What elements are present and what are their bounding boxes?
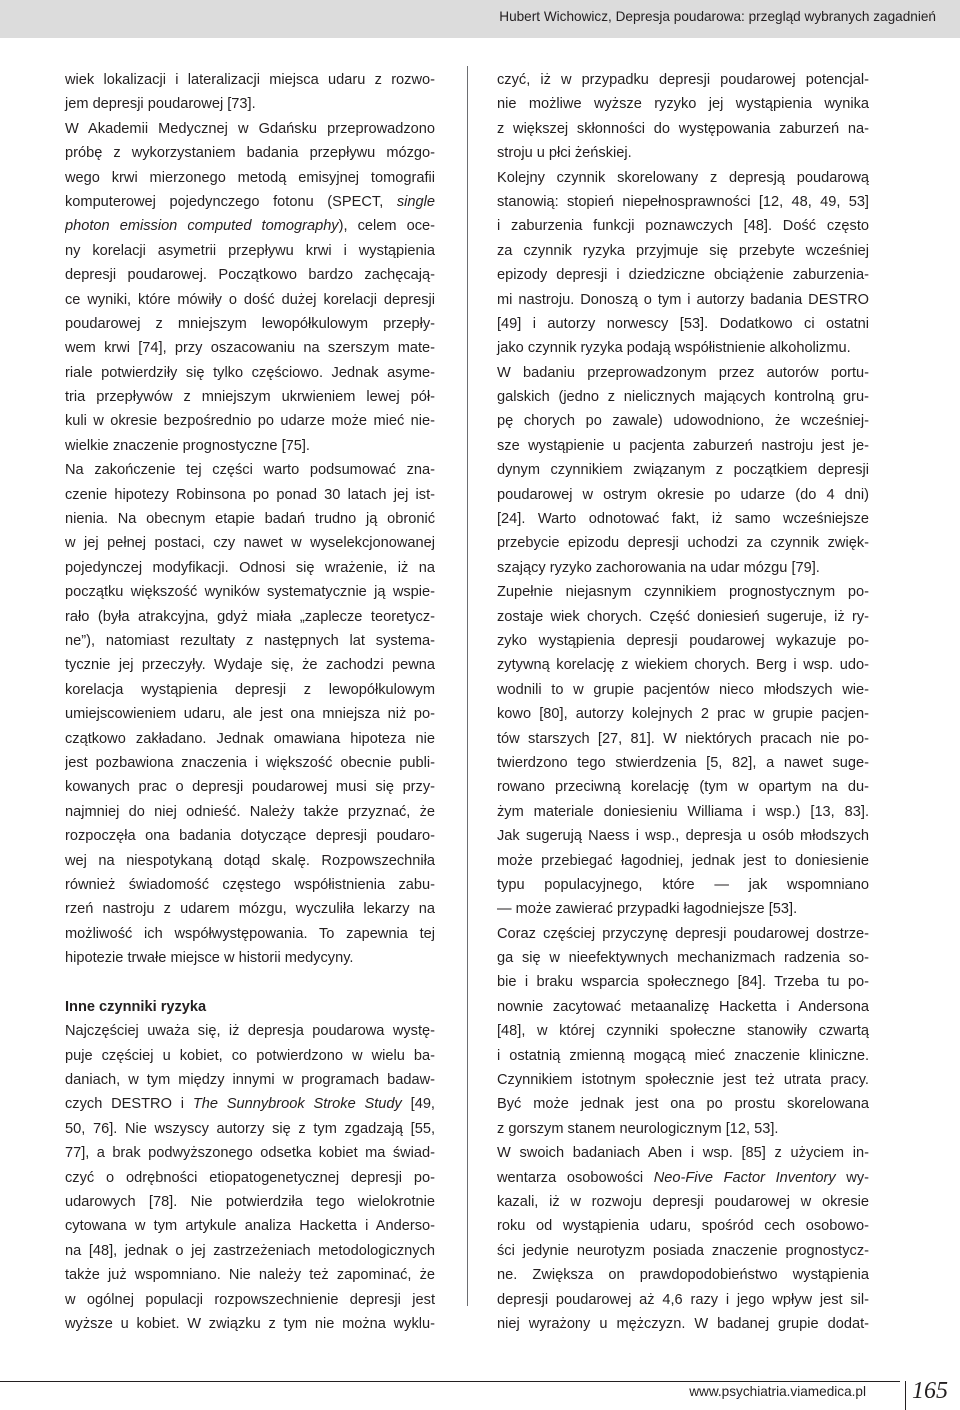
text-line: Zupełnie niejasnym czynnikiem prognostycznym po- (497, 584, 869, 601)
running-title: Hubert Wichowicz, Depresja poudarowa: przegląd wybranych zagadnień (499, 9, 936, 24)
journal-url-link[interactable]: www.psychiatria.viamedica.pl (689, 1384, 866, 1399)
text-line: przebycie epizodu depresji uchodzi za czynnik zwięk- (497, 535, 869, 552)
text-line: Czynnikiem istotnym społecznie jest też utrata pracy. (497, 1072, 869, 1089)
text-line: Kolejny czynnik skorelowany z depresją poudarową (497, 169, 869, 186)
text-line: rzeń nastroju z udarem mózgu, wyczuliła lekarzy na (65, 901, 435, 918)
text-line: również świadomość częstego współistnienia zabu- (65, 876, 435, 893)
text-line: — może zawierać przypadki łagodniejsze [53]. (497, 901, 798, 918)
text-line: puje częściej u kobiet, co potwierdzono w wielu ba- (65, 1047, 435, 1064)
right-column (497, 68, 869, 1336)
text-line: [49] i autorzy norwescy [53]. Dodatkowo ci ostatni (497, 315, 869, 332)
text-line: epizody depresji i dziedziczne obciążenie zaburzenia- (497, 267, 869, 284)
text-line: i zaburzenia funkcji poznawczych [48]. Dość często (497, 218, 869, 235)
text-line: Być może jednak jest ona po prostu skorelowana (497, 1096, 869, 1113)
text-line: za czynnik ryzyka przyjmuje się przebyte wcześniej (497, 242, 869, 259)
text-line: W badaniu przeprowadzonym przez autorów portu- (497, 364, 869, 381)
text-line: wej na niespotykaną dotąd skalę. Rozpowszechniła (65, 852, 435, 869)
text-line: wiek lokalizacji i lateralizacji miejsca udaru z rozwo- (65, 72, 435, 88)
section-heading: Inne czynniki ryzyka (65, 998, 207, 1015)
footer-rule (0, 1381, 900, 1382)
text-line: i ostatnią zmienną mogącą mieć znaczenie kliniczne. (497, 1047, 869, 1064)
text-line: ga się w nieefektywnych mechanizmach radzenia so- (497, 950, 869, 967)
text-line: kuli w okresie bezpośrednio po udarze może mieć nie- (65, 413, 435, 430)
text-line: rało (była atrakcyjna, gdyż miała „zaplecze teoretycz- (65, 608, 435, 625)
text-line: ny korelacji asymetrii przepływu krwi i wystąpienia (65, 242, 435, 259)
text-line: jem depresji poudarowej [73]. (65, 96, 256, 113)
text-line: poudarowej z mniejszym lewopółkulowym przepły- (65, 315, 435, 332)
text-line: W swoich badaniach Aben i wsp. [85] z użyciem in- (497, 1145, 869, 1162)
text-line: umiejscowieniem udaru, ale jest ona mniejsza niż po- (65, 706, 435, 723)
text-line: pę chorych po zawale) udowodniono, że wcześniej- (497, 413, 869, 430)
text-line: hipotezie trwałe miejsce w historii medycyny. (65, 950, 354, 967)
text-line: 77], a brak podwyższonego odsetka kobiet ma świad- (65, 1145, 435, 1162)
text-line: poudarowej w ostrym okresie po udarze (do 4 dni) (497, 486, 869, 503)
text-line: bie i braku wsparcia społecznego [84]. Trzeba tu po- (497, 974, 869, 991)
text-line: kowo [80], autorzy kolejnych 2 prac w grupie pacjen- (497, 706, 869, 723)
text-line: zytywną korelację z wiekiem chorych. Berg i wsp. udo- (497, 657, 869, 674)
text-line: [24]. Warto odnotować fakt, iż samo wcześniejsze (497, 511, 869, 528)
text-line: Coraz częściej przyczynę depresji poudarowej dostrze- (497, 925, 869, 942)
text-line: tycznie jej przeczyły. Wydaje się, że zachodzi pewna (65, 657, 435, 674)
text-line: w ogólnej populacji rozpowszechnienie depresji jest (65, 1291, 435, 1308)
left-column (65, 68, 435, 1336)
text-line: jest pozbawiona znaczenia i większość obecnie publi- (65, 754, 435, 771)
text-line: zostaje wiek chorych. Część doniesień sugeruje, iż ry- (497, 608, 869, 625)
text-line: komputerowej pojedynczego fotonu (SPECT, single (65, 193, 435, 210)
text-line: w jej pełnej postaci, czy nawet w wyselekcjonowanej (65, 535, 435, 552)
text-line: tria przepływów z mniejszym ukrwieniem lewej pół- (65, 389, 435, 406)
text-line: z gorszym stanem neurologicznym [12, 53]. (497, 1120, 779, 1137)
text-line: daniach, w tym między innymi w programach badaw- (65, 1072, 435, 1089)
text-line: czenie hipotezy Robinsona po ponad 30 latach jej ist- (65, 486, 435, 503)
text-line: mi nastroju. Donoszą o tym i autorzy badania DESTRO (497, 291, 869, 308)
text-line: Jak sugerują Naess i wsp., depresja u osób młodszych (497, 828, 869, 845)
text-line: ne. Zwiększa on prawdopodobieństwo wystąpienia (497, 1267, 869, 1284)
text-line: galskich (jedno z nielicznych mających kontrolną gru- (497, 389, 869, 406)
text-line: wego krwi mierzonego metodą emisyjnej tomografii (65, 169, 435, 186)
text-line: cytowana w tym artykule analiza Hacketta i Anderso- (65, 1218, 435, 1235)
text-line: czyć o odrębności etiopatogenetycznej depresji po- (65, 1169, 435, 1186)
text-line: tów starszych [27, 81]. W niektórych pracach nie po- (497, 730, 869, 747)
text-line: korelacja wystąpienia depresji z lewopółkulowym (65, 681, 435, 698)
text-line: może przebiegać łagodniej, jednak jest to doniesienie (497, 852, 869, 869)
text-line: żym materiale doniesieniu Williama i wsp.) [13, 83]. (497, 803, 869, 820)
text-line: W Akademii Medycznej w Gdańsku przeprowadzono (65, 120, 435, 137)
text-line: twierdzono tego stwierdzenia [5, 82], a nawet suge- (497, 754, 869, 771)
text-line: wodnili to w grupie pacjentów nieco młodszych wie- (497, 681, 869, 698)
page-number-divider (905, 1381, 906, 1410)
text-line: początku większość wyników systematycznie ją wspie- (65, 584, 435, 601)
text-line: Na zakończenie tej części warto podsumować zna- (65, 462, 435, 479)
text-line: depresji poudarowej. Początkowo bardzo zachęcają- (65, 267, 435, 284)
text-line: Najczęściej uważa się, iż depresja poudarowa wystę- (65, 1023, 435, 1040)
text-line: wielkie znaczenie prognostyczne [75]. (65, 437, 310, 454)
text-line: pojedynczej modyfikacji. Odnosi się wrażenie, iż na (65, 559, 435, 576)
text-line: udarowych [78]. Nie potwierdziła tego wielokrotnie (65, 1193, 435, 1210)
text-line: możliwość ich współwystępowania. To zapewnia tej (65, 925, 435, 942)
text-line: wem krwi [74], przy oszacowaniu na szerszym mate- (65, 340, 435, 357)
text-line: roku od wystąpienia udaru, spośród cech osobowo- (497, 1218, 869, 1235)
text-line: kowanych prac o depresji poudarowej musi się przy- (65, 779, 435, 796)
column-divider (467, 66, 468, 1306)
text-line: niej wyrażony u mężczyzn. W badanej grupie dodat- (497, 1315, 869, 1332)
text-line: rozpoczęła ona badania dotyczące depresji poudaro- (65, 828, 435, 845)
text-line: wyższe u kobiet. W związku z tym nie można wyklu- (65, 1315, 435, 1332)
text-line: kazali, iż w rozwoju depresji poudarowej w okresie (497, 1193, 869, 1210)
text-line: nownie zacytować metaanalizę Hacketta i Andersona (497, 998, 869, 1015)
text-line: nienia. Na obecnym etapie badań trudno ją obronić (65, 511, 435, 528)
text-line: stanowią: stopień niepełnosprawności [12, 48, 49, 53] (497, 193, 869, 210)
text-line: także już wspomniano. Nie należy też zapominać, że (65, 1267, 435, 1284)
running-head (0, 0, 960, 38)
text-line: zyko wystąpienia depresji poudarowej wykazuje po- (497, 632, 869, 649)
text-line: 50, 76]. Nie wszyscy autorzy się z tym zgadzają [55, (65, 1120, 435, 1137)
text-line: najmniej do niej odnieść. Należy także przyznać, że (65, 803, 435, 820)
text-line: typu populacyjnego, które — jak wspomniano (497, 876, 869, 893)
text-line: na [48], jednak o jej zastrzeżeniach metodologicznych (65, 1242, 435, 1259)
text-line: ce wyniki, które mówiły o dość dużej korelacji depresji (65, 291, 435, 308)
text-line: photon emission computed tomography), celem oce- (65, 218, 435, 235)
text-line: czyć, iż w przypadku depresji poudarowej potencjal- (497, 72, 869, 88)
section-gap (65, 970, 435, 994)
text-line: jako czynnik ryzyka podają współistnienie alkoholizmu. (497, 340, 851, 357)
text-line: depresji poudarowej aż 4,6 razy i jego wpływ jest sil- (497, 1291, 869, 1308)
text-line: dynym czynnikiem związanym z początkiem depresji (497, 462, 869, 479)
page-number: 165 (912, 1378, 948, 1404)
text-line: ne”), natomiast rezultaty z następnych lat systema- (65, 632, 435, 649)
text-line: stroju u płci żeńskiej. (497, 145, 632, 162)
text-line: z większej skłonności do występowania zaburzeń na- (497, 120, 869, 137)
text-line: [48], w której czynniki społeczne stanowiły czwartą (497, 1023, 869, 1040)
text-line: nie możliwe wyższe ryzyko jej wystąpienia wynika (497, 96, 869, 113)
text-line: sze wystąpienie u pacjenta zaburzeń nastroju jest je- (497, 437, 869, 454)
text-line: ści jedynie neurotyzm posiada znaczenie prognostycz- (497, 1242, 869, 1259)
text-line: riale potwierdziły się tylko częściowo. Jednak asyme- (65, 364, 435, 381)
text-line: czątkowo zakładano. Jednak omawiana hipoteza nie (65, 730, 435, 747)
text-line: czych DESTRO i The Sunnybrook Stroke Study [49, (65, 1096, 435, 1113)
text-line: szający ryzyko zachorowania na udar mózgu [79]. (497, 559, 820, 576)
text-line: rowano przeciwną korelację (tym w opartym na du- (497, 779, 869, 796)
text-line: wentarza osobowości Neo-Five Factor Inventory wy- (497, 1169, 869, 1186)
text-line: próbę z wykorzystaniem badania przepływu mózgo- (65, 145, 435, 162)
